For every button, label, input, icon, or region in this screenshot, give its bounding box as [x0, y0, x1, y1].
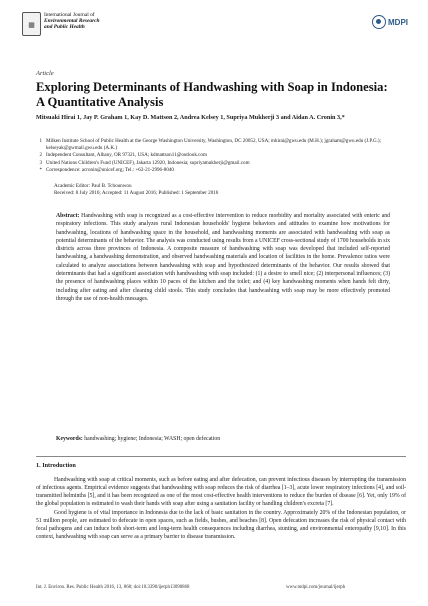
correspondence-item — [36, 167, 396, 174]
affiliation-item — [36, 138, 396, 152]
abstract-text: Handwashing with soap is recognized as a cost-effective intervention to reduce morbidity and mortality associated with enteric and respiratory infections. This study analyzes rural Indonesian households' hygiene behaviors and attitudes to examine how motivations for handwashing, locations of handwashing space in the household, and handwashing moments are associated with handwashing with soap as potential determinants of the behavior. The analysis was conducted using results from a UNICEF cross-sectional study of 1700 households in six districts across three provinces of Indonesia. A composite measure of handwashing with soap was developed that included self-reported handwashing, a handwashing demonstration, and observed handwashing materials and location of facilities in the home. Prevalence ratios were calculated to analyze associations between handwashing with soap and hypothesized determinants of the behavior. Our results showed that determinants that had a significant association with handwashing with soap included: (1) a desire to smell nice; (2) interpersonal influences; (3) the presence of handwashing places within 10 paces of the kitchen and the toilet; and (4) key handwashing moments when hands felt dirty, including after eating and after cleaning child stools. This study concludes that handwashing with soap may be more effectively promoted through the use of non-health messages. — [56, 213, 390, 302]
affiliation-text: United Nations Children's Fund (UNICEF), Jakarta 12920, Indonesia; supriyamukherji@gmail.com — [46, 159, 250, 166]
footer-citation: Int. J. Environ. Res. Public Health 2016, 13, 868; doi:10.3390/ijerph13090868 — [36, 585, 190, 590]
journal-cover-icon: ▦ — [22, 12, 41, 36]
publication-dates: Received: 8 July 2016; Accepted: 11 August 2016; Published: 1 September 2016 — [54, 190, 219, 197]
affiliation-text: Independent Consultant, Albany, OR 97321, USA; kdmattson11@outlook.com — [46, 152, 207, 159]
correspondence-text: Correspondence: acronin@unicef.org; Tel.: +62-21-2996-8040 — [46, 166, 174, 173]
journal-name — [44, 12, 100, 31]
article-metadata — [54, 183, 394, 197]
footer-url[interactable]: www.mdpi.com/journal/ijerph — [286, 585, 346, 590]
academic-editor: Academic Editor: Paul B. Tchounwou — [54, 183, 132, 189]
affiliation-text: Milken Institute School of Public Health at the George Washington University, Washington, DC 20052, USA; mhirai@gwu.edu (M.H.); jgraham@gwu.edu (J.P.G.); kelseyak@gwmail.gwu.edu (A.K.) — [46, 138, 382, 152]
keywords-text: handwashing; hygiene; Indonesia; WASH; open defecation — [84, 436, 221, 442]
abstract-label: Abstract: — [56, 213, 80, 219]
section-heading: 1. Introduction — [36, 462, 76, 469]
affiliation-item — [36, 152, 396, 159]
abstract — [56, 212, 390, 303]
paragraph: Good hygiene is of vital importance in Indonesia due to the lack of basic sanitation in the country. Approximately 20% of the Indonesian population, or 51 million people, are estimated to defecate in open spaces, such as fields, bushes, and beaches [8]. Open defecation increases the risk of physical contact with fecal pathogens and can induce both short-term and long-term health consequences including diarrhea, stunting, and environmental enteropathy [9,10]. In this context, handwashing with soap can serve as a primary barrier to disease transmission. — [36, 509, 406, 541]
paragraph: Handwashing with soap at critical moments, such as before eating and after defecation, can prevent infectious diseases by interrupting the transmission of infectious agents. Empirical evidence suggests that handwashing with soap reduces the risk of diarrhea [1–3], acute lower respiratory infections [4], and soil-transmitted helminths [5], and it has been recognized as one of the most cost-effective health interventions to reduce the burden of disease [6]. Yet, only 19% of the global population is estimated to wash their hands with soap after using a sanitation facility or handling children's excreta [7]. — [36, 477, 406, 508]
affiliation-item — [36, 160, 396, 167]
affiliation-number: 2 — [39, 152, 42, 159]
article-type: Article — [36, 70, 54, 77]
keywords — [56, 435, 390, 443]
journal-line-2: Environmental Research — [44, 18, 100, 25]
introduction-body — [36, 476, 406, 541]
section-divider — [36, 456, 406, 457]
mdpi-logo-icon — [372, 15, 386, 29]
mdpi-logo[interactable] — [371, 12, 409, 32]
affiliation-number: * — [39, 166, 42, 173]
journal-line-3: and Public Health — [44, 24, 85, 31]
publisher-name: MDPI — [388, 17, 408, 27]
journal-line-1: International Journal of — [44, 12, 95, 18]
affiliations — [36, 138, 396, 174]
affiliation-number: 1 — [39, 138, 42, 144]
paper-title: Exploring Determinants of Handwashing with Soap in Indonesia: A Quantitative Analysis — [36, 80, 388, 109]
author-list: Mitsuaki Hirai 1, Jay P. Graham 1, Kay D. Mattson 2, Andrea Kelsey 1, Supriya Mukherji 3 and Aidan A. Cronin 3,* — [36, 114, 345, 121]
affiliation-number: 3 — [39, 159, 42, 166]
keywords-label: Keywords: — [56, 436, 83, 442]
